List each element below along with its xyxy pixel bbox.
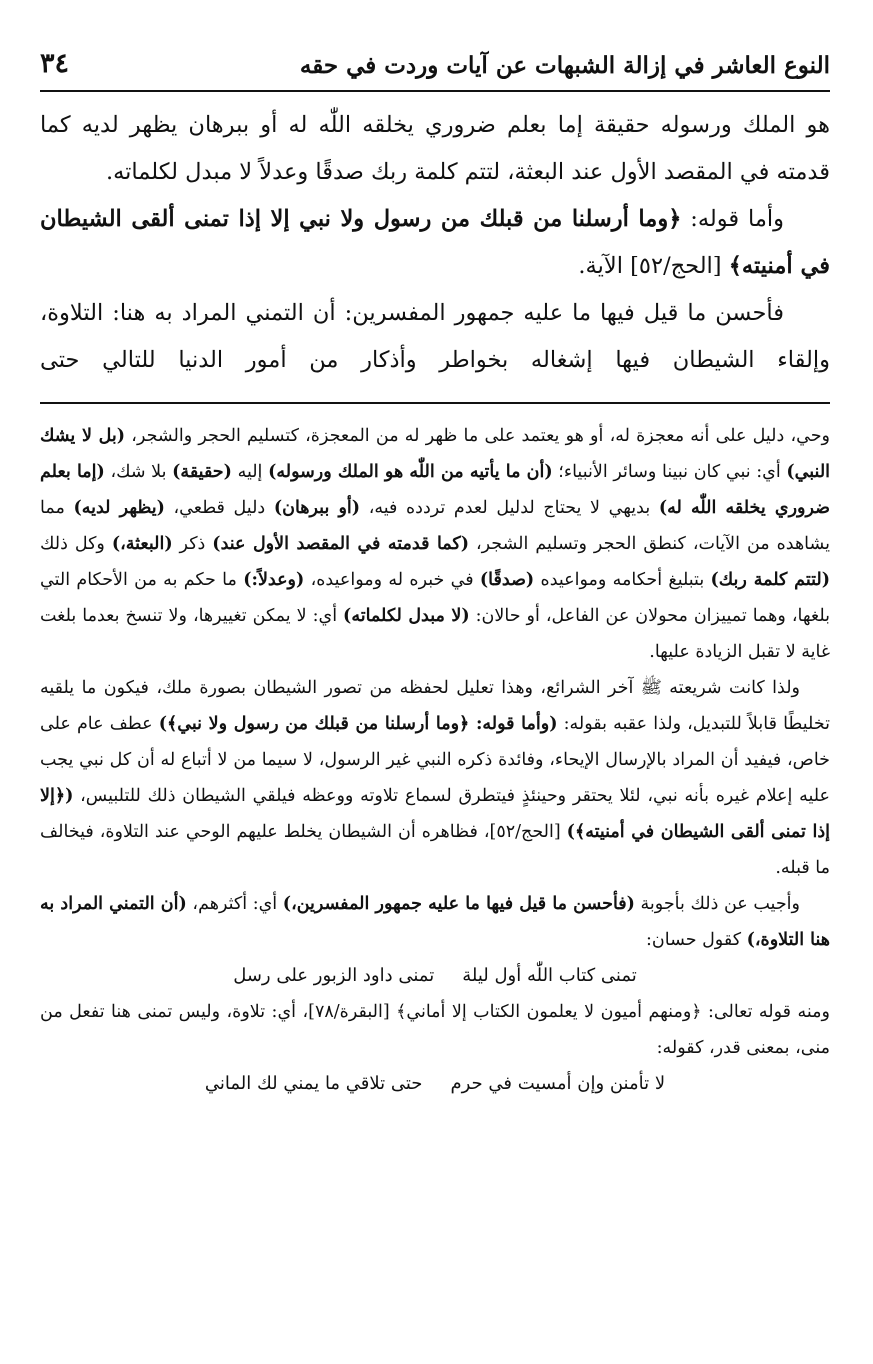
verse-reference: [الحج/٥٢] الآية. [578,253,729,279]
main-paragraph-1: هو الملك ورسوله حقيقة إما بعلم ضروري يخلقه اللّٰه له أو ببرهان يظهر لديه كما قدمته في المقصد الأول عند البعثة، لتتم كلمة ربك صدقًا وعدلاً لا مبدل لكلماته. [40,112,830,185]
bold-quoted-phrase: (لتتم كلمة ربك) [710,570,831,590]
commentary-text: ما حكم به من الأحكام التي بلغها، وهما تمييزان محولان عن الفاعل، أو حالان: [40,570,830,626]
commentary-text: وحي، دليل على أنه معجزة له، أو هو يعتمد على ما ظهر له من المعجزة، كتسليم الحجر والشجر، [125,426,830,446]
commentary-text: بلا شك، [104,462,173,482]
commentary-paragraph-3 [40,886,830,958]
poem-verse-1 [40,958,830,994]
hemistich-right: لا تأمنن وإن أمسيت في حرم [450,1073,666,1094]
bold-quoted-phrase: (وأما قوله: ﴿وما أرسلنا من قبلك من رسول ولا نبي﴾) [158,714,558,734]
hemistich-left: تمنى داود الزبور على رسل [233,965,435,986]
bold-quoted-phrase: (يظهر لديه) [73,498,165,518]
intro-text: وأما قوله: [681,206,784,232]
poem-verse-2 [40,1066,830,1102]
commentary-paragraph-4: ومنه قوله تعالى: ﴿ومنهم أميون لا يعلمون الكتاب إلا أماني﴾ [البقرة/٧٨]، أي: تلاوة، وليس تمنى هنا تفعل من منى، بمعنى قدر، كقوله: [40,1002,830,1058]
document-page [40,46,830,1102]
bold-quoted-phrase: (حقيقة) [172,462,232,482]
commentary-text: إليه [231,462,269,482]
commentary-text: أي: نبي كان نبينا وسائر الأنبياء؛ [552,462,787,482]
commentary-text: مما يشاهده من الآيات، كنطق الحجر وتسليم الشجر، [40,498,830,554]
commentary-text: في خبره له ومواعيده، [304,570,480,590]
bold-quoted-phrase: (فأحسن ما قيل فيها ما عليه جمهور المفسرين،) [282,894,635,914]
bold-quoted-phrase: (صدقًا) [479,570,535,590]
commentary-text: أي: لا يمكن تغييرها، ولا تنسخ بعدما بلغت غاية لا تقبل الزيادة عليها. [40,606,830,662]
main-paragraph-2 [40,196,830,290]
main-text [40,102,830,384]
footnote-divider [40,402,830,404]
bold-quoted-phrase: (أو ببرهان) [273,498,361,518]
commentary-text: بديهي لا يحتاج لدليل لعدم تردده فيه، [360,498,659,518]
commentary-text: بتبليغ أحكامه ومواعيده [534,570,711,590]
main-paragraph-3: فأحسن ما قيل فيها ما عليه جمهور المفسرين: أن التمني المراد به هنا: التلاوة، وإلقاء الشيطان فيها إشغاله بخواطر وأذكار من أمور الدنيا للتالي حتى [40,300,830,373]
bold-quoted-phrase: (بل لا يشك النبي) [40,426,831,482]
commentary-paragraph-1 [40,418,830,670]
commentary-paragraph-2 [40,670,830,886]
commentary-text: عطف عام على خاص، فيفيد أن المراد بالإرسال الإيحاء، وفائدة ذكره النبي غير الرسول، لا سيما من لا أتباع له أن كل نبي يجب عليه إعلام غيره بأنه نبي، لئلا يحتقر وحينئذٍ فيتطرق لسماع تلاوته ووعظه فيلقي الشيطان ذلك للتلبيس، [40,714,830,806]
bold-quoted-phrase: (﴿إلا إذا تمنى ألقى الشيطان في أمنيته﴾) [40,786,830,842]
bold-quoted-phrase: (لا مبدل لكلماته) [343,606,470,626]
page-number: ٣٤ [40,48,70,79]
running-title: النوع العاشر في إزالة الشبهات عن آيات وردت في حقه [299,52,830,79]
commentary-text: دليل قطعي، [164,498,274,518]
page-header [40,46,830,92]
commentary-text: ذكر [172,534,213,554]
hemistich-left: حتى تلاقي ما يمني لك الماني [204,1073,423,1094]
commentary-text: ولذا كانت شريعته ﷺ آخر الشرائع، وهذا تعليل لحفظه من تصور الشيطان بصورة ملك، فيكون ما يلقيه تخليطًا قابلاً للتبديل، ولذا عقبه بقوله: [40,678,831,734]
commentary-text: كقول حسان: [646,930,747,950]
bold-quoted-phrase: (كما قدمته في المقصد الأول عند) [212,534,470,554]
commentary-block [40,418,830,1102]
commentary-text: وأجيب عن ذلك بأجوبة [634,894,800,914]
commentary-text: وكل ذلك [40,534,112,554]
quran-quote: ﴿وما أرسلنا من قبلك من رسول ولا نبي إلا إذا تمنى ألقى الشيطان في أمنيته﴾ [40,206,830,279]
bold-quoted-phrase: (إما بعلم ضروري يخلقه اللّٰه له) [40,462,830,518]
bold-quoted-phrase: (أن التمني المراد به هنا التلاوة،) [40,894,830,950]
hemistich-right: تمنى كتاب اللّٰه أول ليلة [462,965,637,986]
commentary-text: أي: أكثرهم، [186,894,283,914]
bold-quoted-phrase: (وعدلاً:) [243,570,305,590]
bold-quoted-phrase: (البعثة،) [111,534,173,554]
bold-quoted-phrase: (أن ما يأتيه من اللّٰه هو الملك ورسوله) [268,462,553,482]
commentary-text: [الحج/٥٢]، فظاهره أن الشيطان يخلط عليهم الوحي عند التلاوة، فيخالف ما قبله. [40,822,830,878]
